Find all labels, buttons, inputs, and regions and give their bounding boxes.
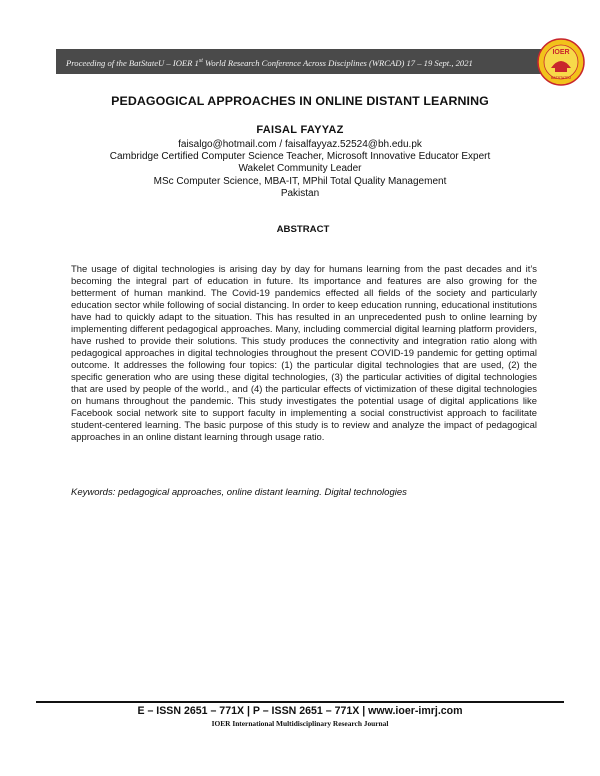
affiliation-line-2: Wakelet Community Leader	[238, 163, 362, 175]
abstract-heading: ABSTRACT	[276, 224, 330, 235]
affiliation-line-3: MSc Computer Science, MBA-IT, MPhil Total Quality Management	[153, 175, 447, 187]
footer-issn: E – ISSN 2651 – 771X | P – ISSN 2651 – 771X | www.ioer-imrj.com	[137, 705, 463, 717]
proceeding-text-pre: Proceeding of the BatStateU – IOER 1	[66, 57, 199, 68]
footer-divider	[36, 701, 564, 703]
logo-text: IOER	[552, 49, 570, 56]
proceeding-text-post: World Research Conference Across Disciplines (WRCAD) 17 – 19 Sept., 2021	[202, 57, 473, 68]
keywords-line: Keywords: pedagogical approaches, online distant learning. Digital technologies	[71, 487, 407, 498]
affiliation-line-1: Cambridge Certified Computer Science Teacher, Microsoft Innovative Educator Expert	[109, 151, 491, 163]
proceeding-header-band	[56, 49, 546, 74]
ioer-logo-icon	[537, 38, 585, 86]
proceeding-sup: st	[198, 58, 203, 64]
paper-title: PEDAGOGICAL APPROACHES IN ONLINE DISTANT LEARNING	[111, 94, 489, 108]
author-name: FAISAL FAYYAZ	[256, 124, 344, 136]
abstract-body: The usage of digital technologies is arising day by day for humans learning from the past decades and it’s becoming the integral part of education in future. Its importance and features are also growing for the betterment of human mankind. The Covid-19 pandemics effected all fields of the society and particularly education sector while following of social distancing. In order to keep education running, educational institutions have had to quickly adapt to the situation. This has resulted in an unprecedented push to online learning by implementing different pedagogical approaches. Many, including commercial digital learning platform providers, have rushed to provide their solutions. This study produces the connectivity and integration ratio along with pedagogical approaches in digital technologies throughout the present COVID-19 pandemic for getting optimal outcome. It addresses the following four topics: (1) the particular digital technologies that are used, (2) the specific generation who are using these digital technologies, (3) the particular activities of digital technologies that are used by people of the world., and (4) the particular effects of victimization of these digital technologies on humans throughout the pandemic. This study investigates the potential usage of digital applications like Facebook social network site to support faculty in implementing a social constructivist approach to facilitate student-centered learning. The basic purpose of this study is to review and analyze the impact of pedagogical approaches in an online distant learning through usage ratio.	[71, 264, 537, 444]
footer-journal-name: IOER International Multidisciplinary Research Journal	[211, 719, 389, 728]
logo-subtext: BATSTATEU	[551, 76, 571, 80]
author-country: Pakistan	[280, 187, 320, 199]
author-emails: faisalgo@hotmail.com / faisalfayyaz.52524@bh.edu.pk	[178, 139, 422, 150]
author-affiliation-block	[0, 139, 600, 200]
